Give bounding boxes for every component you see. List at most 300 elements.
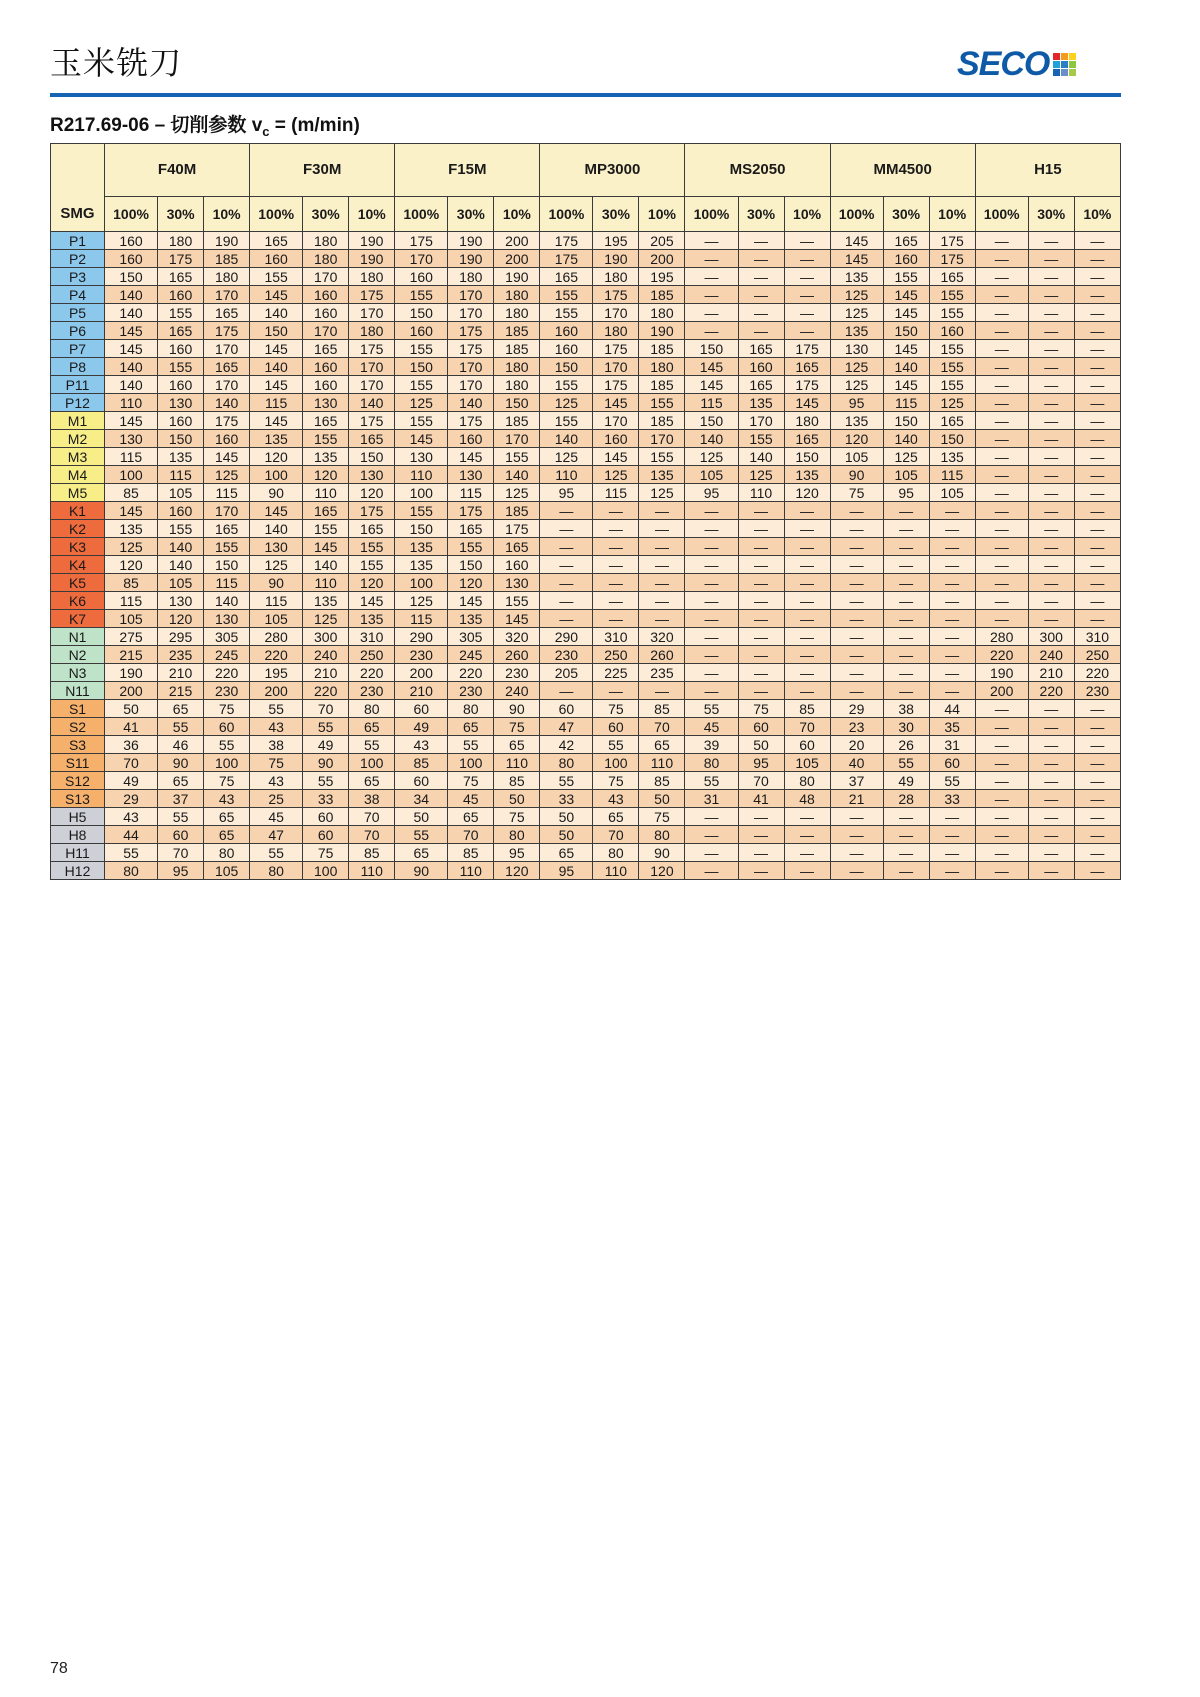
value-cell: — bbox=[830, 574, 883, 592]
value-cell: 145 bbox=[105, 502, 158, 520]
value-cell: 180 bbox=[639, 358, 685, 376]
value-cell: 155 bbox=[204, 538, 250, 556]
smg-cell: N1 bbox=[51, 628, 105, 646]
value-cell: — bbox=[929, 646, 975, 664]
smg-cell: K2 bbox=[51, 520, 105, 538]
value-cell: 155 bbox=[349, 538, 395, 556]
value-cell: 275 bbox=[105, 628, 158, 646]
value-cell: — bbox=[830, 844, 883, 862]
value-cell: — bbox=[929, 502, 975, 520]
value-cell: 110 bbox=[349, 862, 395, 880]
value-cell: 155 bbox=[639, 448, 685, 466]
value-cell: 170 bbox=[593, 412, 639, 430]
value-cell: — bbox=[1028, 304, 1074, 322]
value-cell: — bbox=[784, 844, 830, 862]
value-cell: — bbox=[1074, 772, 1120, 790]
smg-cell: H12 bbox=[51, 862, 105, 880]
value-cell: 150 bbox=[395, 358, 448, 376]
value-cell: 180 bbox=[349, 322, 395, 340]
value-cell: 180 bbox=[494, 304, 540, 322]
value-cell: 75 bbox=[639, 808, 685, 826]
value-cell: 160 bbox=[303, 376, 349, 394]
value-cell: 60 bbox=[738, 718, 784, 736]
value-cell: 75 bbox=[204, 700, 250, 718]
value-cell: 175 bbox=[349, 286, 395, 304]
value-cell: — bbox=[1028, 466, 1074, 484]
value-cell: — bbox=[929, 862, 975, 880]
value-cell: 44 bbox=[929, 700, 975, 718]
value-cell: 49 bbox=[303, 736, 349, 754]
value-cell: 70 bbox=[349, 826, 395, 844]
value-cell: 215 bbox=[105, 646, 158, 664]
value-cell: 90 bbox=[639, 844, 685, 862]
value-cell: — bbox=[1074, 286, 1120, 304]
table-row bbox=[51, 772, 1121, 790]
value-cell: — bbox=[975, 826, 1028, 844]
value-cell: — bbox=[738, 574, 784, 592]
value-cell: — bbox=[685, 520, 738, 538]
value-cell: 155 bbox=[540, 304, 593, 322]
table-row bbox=[51, 808, 1121, 826]
value-cell: 175 bbox=[158, 250, 204, 268]
value-cell: — bbox=[883, 682, 929, 700]
value-cell: — bbox=[593, 682, 639, 700]
value-cell: 65 bbox=[494, 736, 540, 754]
value-cell: — bbox=[830, 646, 883, 664]
value-cell: 260 bbox=[639, 646, 685, 664]
value-cell: 145 bbox=[830, 250, 883, 268]
table-row bbox=[51, 394, 1121, 412]
value-cell: 125 bbox=[540, 394, 593, 412]
value-cell: — bbox=[830, 610, 883, 628]
value-cell: 145 bbox=[448, 448, 494, 466]
value-cell: 85 bbox=[349, 844, 395, 862]
value-cell: 95 bbox=[685, 484, 738, 502]
value-cell: — bbox=[1074, 754, 1120, 772]
value-cell: — bbox=[1074, 592, 1120, 610]
value-cell: 65 bbox=[158, 772, 204, 790]
value-cell: 130 bbox=[105, 430, 158, 448]
value-cell: — bbox=[1028, 808, 1074, 826]
value-cell: 135 bbox=[448, 610, 494, 628]
value-cell: 155 bbox=[540, 412, 593, 430]
value-cell: — bbox=[1074, 322, 1120, 340]
grade-header: H15 bbox=[975, 144, 1120, 197]
smg-cell: S2 bbox=[51, 718, 105, 736]
value-cell: 130 bbox=[448, 466, 494, 484]
value-cell: 55 bbox=[448, 736, 494, 754]
smg-cell: S1 bbox=[51, 700, 105, 718]
value-cell: 55 bbox=[204, 736, 250, 754]
table-title bbox=[50, 110, 360, 139]
value-cell: — bbox=[929, 520, 975, 538]
value-cell: 245 bbox=[448, 646, 494, 664]
value-cell: — bbox=[883, 502, 929, 520]
value-cell: — bbox=[685, 610, 738, 628]
value-cell: 95 bbox=[830, 394, 883, 412]
value-cell: — bbox=[738, 556, 784, 574]
value-cell: 175 bbox=[929, 232, 975, 250]
table-row bbox=[51, 754, 1121, 772]
value-cell: 180 bbox=[494, 358, 540, 376]
value-cell: 140 bbox=[349, 394, 395, 412]
value-cell: 110 bbox=[303, 574, 349, 592]
value-cell: 55 bbox=[395, 826, 448, 844]
value-cell: 135 bbox=[395, 556, 448, 574]
value-cell: — bbox=[738, 808, 784, 826]
logo-square bbox=[1053, 53, 1060, 60]
value-cell: 115 bbox=[395, 610, 448, 628]
table-row bbox=[51, 646, 1121, 664]
smg-cell: P8 bbox=[51, 358, 105, 376]
value-cell: 43 bbox=[395, 736, 448, 754]
value-cell: — bbox=[784, 538, 830, 556]
table-row bbox=[51, 322, 1121, 340]
value-cell: 110 bbox=[593, 862, 639, 880]
value-cell: 165 bbox=[250, 232, 303, 250]
smg-cell: M2 bbox=[51, 430, 105, 448]
value-cell: 41 bbox=[105, 718, 158, 736]
value-cell: 160 bbox=[395, 268, 448, 286]
value-cell: 160 bbox=[158, 502, 204, 520]
value-cell: 55 bbox=[158, 718, 204, 736]
value-cell: 175 bbox=[540, 232, 593, 250]
value-cell: 225 bbox=[593, 664, 639, 682]
value-cell: 70 bbox=[448, 826, 494, 844]
value-cell: — bbox=[975, 232, 1028, 250]
header-divider bbox=[50, 93, 1121, 97]
value-cell: 145 bbox=[349, 592, 395, 610]
value-cell: — bbox=[1028, 484, 1074, 502]
value-cell: 145 bbox=[883, 286, 929, 304]
value-cell: 55 bbox=[593, 736, 639, 754]
value-cell: 120 bbox=[349, 484, 395, 502]
value-cell: — bbox=[738, 520, 784, 538]
value-cell: 125 bbox=[395, 394, 448, 412]
value-cell: — bbox=[639, 574, 685, 592]
value-cell: 145 bbox=[250, 502, 303, 520]
value-cell: 155 bbox=[883, 268, 929, 286]
value-cell: 80 bbox=[349, 700, 395, 718]
value-cell: 150 bbox=[250, 322, 303, 340]
value-cell: 105 bbox=[929, 484, 975, 502]
value-cell: — bbox=[1074, 430, 1120, 448]
value-cell: — bbox=[929, 826, 975, 844]
value-cell: — bbox=[639, 520, 685, 538]
grade-header: MM4500 bbox=[830, 144, 975, 197]
value-cell: 150 bbox=[685, 340, 738, 358]
value-cell: — bbox=[929, 592, 975, 610]
value-cell: 135 bbox=[830, 268, 883, 286]
value-cell: 175 bbox=[448, 340, 494, 358]
table-row bbox=[51, 664, 1121, 682]
value-cell: 145 bbox=[784, 394, 830, 412]
value-cell: — bbox=[1028, 358, 1074, 376]
value-cell: — bbox=[540, 538, 593, 556]
smg-cell: P11 bbox=[51, 376, 105, 394]
value-cell: 135 bbox=[830, 412, 883, 430]
value-cell: 75 bbox=[830, 484, 883, 502]
value-cell: — bbox=[540, 556, 593, 574]
value-cell: 155 bbox=[303, 520, 349, 538]
value-cell: — bbox=[975, 808, 1028, 826]
value-cell: — bbox=[784, 610, 830, 628]
value-cell: — bbox=[784, 862, 830, 880]
value-cell: — bbox=[929, 844, 975, 862]
value-cell: 41 bbox=[738, 790, 784, 808]
value-cell: 165 bbox=[349, 520, 395, 538]
value-cell: 85 bbox=[639, 772, 685, 790]
value-cell: — bbox=[975, 322, 1028, 340]
value-cell: — bbox=[830, 556, 883, 574]
value-cell: — bbox=[975, 718, 1028, 736]
value-cell: — bbox=[593, 520, 639, 538]
value-cell: — bbox=[830, 520, 883, 538]
smg-cell: S13 bbox=[51, 790, 105, 808]
value-cell: 55 bbox=[685, 772, 738, 790]
smg-cell: K6 bbox=[51, 592, 105, 610]
value-cell: 170 bbox=[593, 304, 639, 322]
value-cell: 135 bbox=[784, 466, 830, 484]
logo-square bbox=[1061, 61, 1068, 68]
value-cell: 65 bbox=[448, 718, 494, 736]
value-cell: 135 bbox=[105, 520, 158, 538]
value-cell: 33 bbox=[929, 790, 975, 808]
value-cell: 155 bbox=[395, 376, 448, 394]
value-cell: 185 bbox=[494, 412, 540, 430]
value-cell: — bbox=[883, 556, 929, 574]
value-cell: 180 bbox=[494, 376, 540, 394]
value-cell: — bbox=[1028, 826, 1074, 844]
value-cell: 240 bbox=[1028, 646, 1074, 664]
value-cell: 155 bbox=[303, 430, 349, 448]
value-cell: — bbox=[540, 574, 593, 592]
value-cell: 60 bbox=[303, 826, 349, 844]
value-cell: 49 bbox=[395, 718, 448, 736]
value-cell: 175 bbox=[349, 340, 395, 358]
value-cell: 195 bbox=[639, 268, 685, 286]
value-cell: 165 bbox=[540, 268, 593, 286]
value-cell: — bbox=[738, 610, 784, 628]
value-cell: 160 bbox=[158, 412, 204, 430]
value-cell: 70 bbox=[784, 718, 830, 736]
value-cell: — bbox=[639, 556, 685, 574]
value-cell: 185 bbox=[639, 286, 685, 304]
value-cell: 140 bbox=[448, 394, 494, 412]
value-cell: 200 bbox=[494, 232, 540, 250]
value-cell: 165 bbox=[303, 340, 349, 358]
value-cell: 105 bbox=[204, 862, 250, 880]
value-cell: 175 bbox=[784, 376, 830, 394]
value-cell: 70 bbox=[303, 700, 349, 718]
table-row bbox=[51, 826, 1121, 844]
value-cell: 50 bbox=[395, 808, 448, 826]
value-cell: 290 bbox=[540, 628, 593, 646]
value-cell: 145 bbox=[105, 412, 158, 430]
value-cell: 110 bbox=[303, 484, 349, 502]
value-cell: 185 bbox=[494, 502, 540, 520]
value-cell: 26 bbox=[883, 736, 929, 754]
value-cell: 180 bbox=[349, 268, 395, 286]
value-cell: — bbox=[639, 538, 685, 556]
value-cell: 170 bbox=[349, 304, 395, 322]
value-cell: — bbox=[685, 844, 738, 862]
value-cell: 150 bbox=[540, 358, 593, 376]
value-cell: 220 bbox=[349, 664, 395, 682]
value-cell: 115 bbox=[593, 484, 639, 502]
value-cell: 65 bbox=[158, 700, 204, 718]
value-cell: — bbox=[929, 538, 975, 556]
value-cell: 175 bbox=[395, 232, 448, 250]
logo-square bbox=[1053, 69, 1060, 76]
value-cell: 180 bbox=[204, 268, 250, 286]
table-row bbox=[51, 250, 1121, 268]
value-cell: — bbox=[1074, 826, 1120, 844]
smg-cell: P2 bbox=[51, 250, 105, 268]
value-cell: — bbox=[1074, 484, 1120, 502]
value-cell: — bbox=[685, 268, 738, 286]
value-cell: 100 bbox=[395, 574, 448, 592]
value-cell: — bbox=[975, 250, 1028, 268]
value-cell: 150 bbox=[494, 394, 540, 412]
value-cell: 160 bbox=[395, 322, 448, 340]
value-cell: 180 bbox=[448, 268, 494, 286]
value-cell: 220 bbox=[204, 664, 250, 682]
value-cell: 135 bbox=[929, 448, 975, 466]
value-cell: 230 bbox=[540, 646, 593, 664]
smg-cell: K4 bbox=[51, 556, 105, 574]
value-cell: 175 bbox=[593, 376, 639, 394]
value-cell: 190 bbox=[349, 232, 395, 250]
value-cell: — bbox=[685, 574, 738, 592]
value-cell: 85 bbox=[448, 844, 494, 862]
value-cell: 155 bbox=[929, 304, 975, 322]
value-cell: 125 bbox=[685, 448, 738, 466]
percent-header: 10% bbox=[639, 197, 685, 232]
value-cell: — bbox=[929, 808, 975, 826]
table-row bbox=[51, 358, 1121, 376]
value-cell: — bbox=[1028, 736, 1074, 754]
value-cell: 320 bbox=[639, 628, 685, 646]
value-cell: — bbox=[784, 250, 830, 268]
value-cell: 25 bbox=[250, 790, 303, 808]
value-cell: 75 bbox=[448, 772, 494, 790]
value-cell: 60 bbox=[204, 718, 250, 736]
value-cell: 150 bbox=[929, 430, 975, 448]
value-cell: — bbox=[1028, 322, 1074, 340]
value-cell: — bbox=[1028, 250, 1074, 268]
smg-cell: K3 bbox=[51, 538, 105, 556]
value-cell: 120 bbox=[639, 862, 685, 880]
value-cell: — bbox=[784, 592, 830, 610]
value-cell: 160 bbox=[105, 232, 158, 250]
value-cell: 245 bbox=[204, 646, 250, 664]
value-cell: 55 bbox=[250, 700, 303, 718]
smg-cell: S11 bbox=[51, 754, 105, 772]
value-cell: 180 bbox=[784, 412, 830, 430]
logo-square bbox=[1053, 61, 1060, 68]
value-cell: 120 bbox=[830, 430, 883, 448]
value-cell: 145 bbox=[250, 376, 303, 394]
value-cell: 33 bbox=[303, 790, 349, 808]
value-cell: 250 bbox=[1074, 646, 1120, 664]
table-row bbox=[51, 556, 1121, 574]
value-cell: — bbox=[929, 628, 975, 646]
value-cell: 70 bbox=[158, 844, 204, 862]
value-cell: — bbox=[1074, 520, 1120, 538]
table-row bbox=[51, 862, 1121, 880]
value-cell: 70 bbox=[105, 754, 158, 772]
value-cell: — bbox=[1028, 538, 1074, 556]
value-cell: — bbox=[1028, 340, 1074, 358]
value-cell: 290 bbox=[395, 628, 448, 646]
value-cell: 320 bbox=[494, 628, 540, 646]
seco-logo bbox=[957, 46, 1076, 82]
value-cell: 185 bbox=[639, 412, 685, 430]
value-cell: 150 bbox=[685, 412, 738, 430]
value-cell: — bbox=[784, 304, 830, 322]
value-cell: 190 bbox=[105, 664, 158, 682]
value-cell: — bbox=[685, 304, 738, 322]
value-cell: 205 bbox=[639, 232, 685, 250]
smg-cell: P6 bbox=[51, 322, 105, 340]
value-cell: 140 bbox=[105, 376, 158, 394]
page-number: 78 bbox=[50, 1660, 68, 1677]
value-cell: 170 bbox=[639, 430, 685, 448]
value-cell: 160 bbox=[540, 340, 593, 358]
value-cell: 120 bbox=[448, 574, 494, 592]
value-cell: — bbox=[975, 844, 1028, 862]
value-cell: 125 bbox=[494, 484, 540, 502]
value-cell: 95 bbox=[540, 484, 593, 502]
value-cell: 70 bbox=[593, 826, 639, 844]
value-cell: 175 bbox=[448, 412, 494, 430]
table-row bbox=[51, 790, 1121, 808]
value-cell: 140 bbox=[204, 394, 250, 412]
value-cell: — bbox=[883, 844, 929, 862]
value-cell: 130 bbox=[158, 394, 204, 412]
value-cell: 47 bbox=[250, 826, 303, 844]
value-cell: 115 bbox=[204, 574, 250, 592]
value-cell: 100 bbox=[204, 754, 250, 772]
value-cell: 125 bbox=[204, 466, 250, 484]
value-cell: 300 bbox=[303, 628, 349, 646]
value-cell: 145 bbox=[204, 448, 250, 466]
value-cell: 31 bbox=[685, 790, 738, 808]
value-cell: 115 bbox=[250, 592, 303, 610]
value-cell: — bbox=[975, 538, 1028, 556]
value-cell: 115 bbox=[250, 394, 303, 412]
value-cell: 55 bbox=[158, 808, 204, 826]
value-cell: 70 bbox=[738, 772, 784, 790]
value-cell: 155 bbox=[395, 286, 448, 304]
percent-header: 30% bbox=[738, 197, 784, 232]
value-cell: 115 bbox=[448, 484, 494, 502]
value-cell: 140 bbox=[250, 520, 303, 538]
percent-header: 30% bbox=[448, 197, 494, 232]
value-cell: 65 bbox=[349, 772, 395, 790]
value-cell: — bbox=[738, 268, 784, 286]
smg-cell: P3 bbox=[51, 268, 105, 286]
value-cell: 29 bbox=[830, 700, 883, 718]
value-cell: — bbox=[1074, 268, 1120, 286]
value-cell: 190 bbox=[448, 232, 494, 250]
value-cell: — bbox=[784, 808, 830, 826]
value-cell: 60 bbox=[593, 718, 639, 736]
value-cell: 170 bbox=[738, 412, 784, 430]
table-row bbox=[51, 520, 1121, 538]
value-cell: — bbox=[784, 826, 830, 844]
